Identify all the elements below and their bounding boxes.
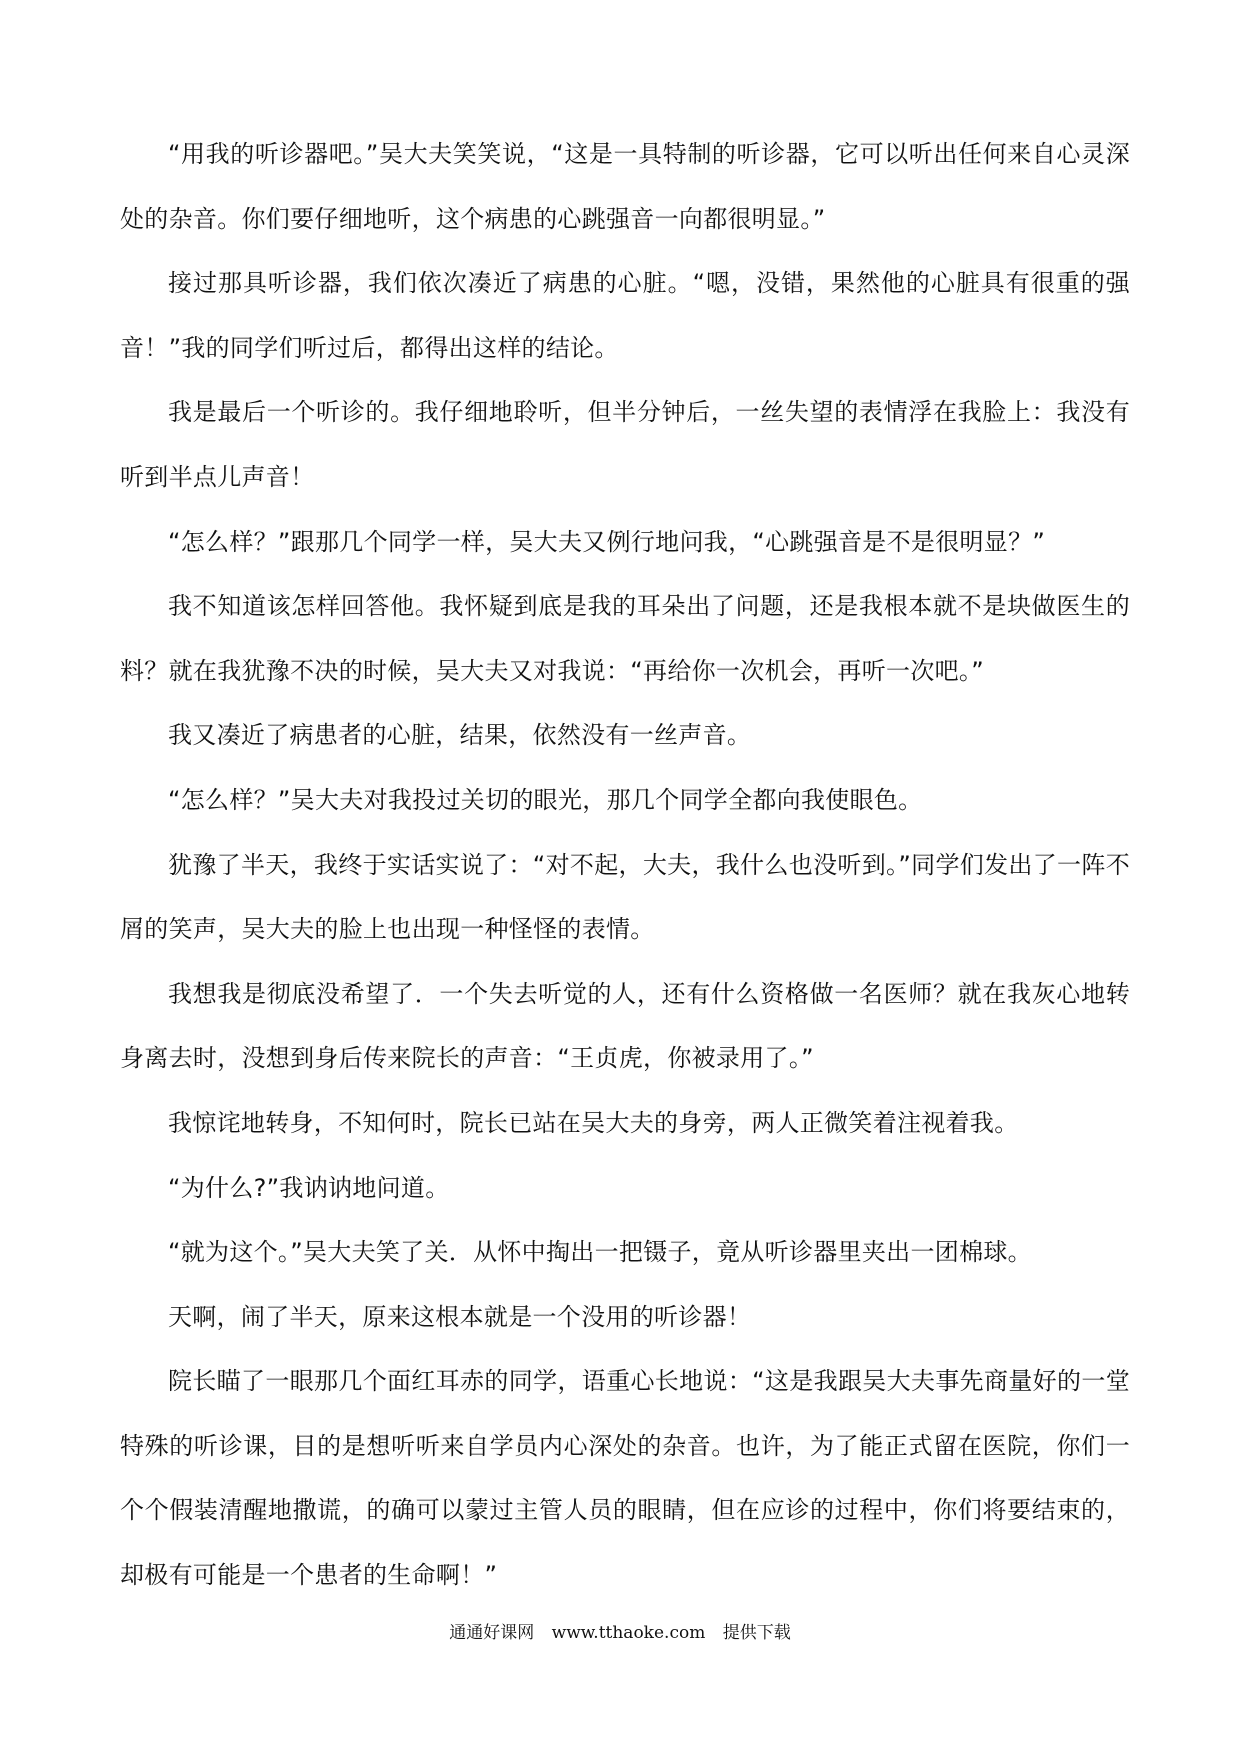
story-body (120, 122, 1130, 1608)
paragraph: 接过那具听诊器，我们依次凑近了病患的心脏。“嗯，没错，果然他的心脏具有很重的强音！”我的同学们听过后，都得出这样的结论。 (120, 269, 1130, 362)
paragraph: “用我的听诊器吧。”吴大夫笑笑说，“这是一具特制的听诊器，它可以听出任何来自心灵深处的杂音。你们要仔细地听，这个病患的心跳强音一向都很明显。” (120, 140, 1130, 233)
paragraph: “就为这个。”吴大夫笑了关．从怀中掏出一把镊子，竟从听诊器里夹出一团棉球。 (168, 1238, 1032, 1267)
footer-site-url[interactable]: www.tthaoke.com (551, 1623, 706, 1643)
paragraph: 我不知道该怎样回答他。我怀疑到底是我的耳朵出了问题，还是我根本就不是块做医生的料？就在我犹豫不决的时候，吴大夫又对我说：“再给你一次机会，再听一次吧。” (120, 592, 1130, 685)
footer-download-note: 提供下载 (722, 1623, 791, 1643)
paragraph: “为什么?”我讷讷地问道。 (168, 1173, 450, 1202)
paragraph: “怎么样？”跟那几个同学一样，吴大夫又例行地问我，“心跳强音是不是很明显？” (168, 527, 1046, 556)
paragraph: 我又凑近了病患者的心脏，结果，依然没有一丝声音。 (168, 721, 752, 750)
paragraph: 犹豫了半天，我终于实话实说了：“对不起，大夫，我什么也没听到。”同学们发出了一阵不屑的笑声，吴大夫的脸上也出现一种怪怪的表情。 (120, 850, 1130, 944)
paragraph: 我想我是彻底没希望了．一个失去听觉的人，还有什么资格做一名医师？就在我灰心地转身离去时，没想到身后传来院长的声音：“王贞虎，你被录用了。” (120, 979, 1130, 1073)
footer-site-name: 通通好课网 (449, 1623, 535, 1643)
page-footer (0, 1618, 1240, 1643)
paragraph: “怎么样？”吴大夫对我投过关切的眼光，那几个同学全都向我使眼色。 (168, 785, 923, 814)
paragraph: 天啊，闹了半天，原来这根本就是一个没用的听诊器！ (168, 1302, 752, 1331)
paragraph: 院长瞄了一眼那几个面红耳赤的同学，语重心长地说：“这是我跟吴大夫事先商量好的一堂特殊的听诊课，目的是想听听来自学员内心深处的杂音。也许，为了能正式留在医院，你们一个个假装清醒地撒谎，的确可以蒙过主管人员的眼睛，但在应诊的过程中，你们将要结束的，却极有可能是一个患者的生命啊！” (120, 1367, 1130, 1590)
paragraph: 我惊诧地转身，不知何时，院长已站在吴大夫的身旁，两人正微笑着注视着我。 (168, 1108, 1019, 1137)
paragraph: 我是最后一个听诊的。我仔细地聆听，但半分钟后，一丝失望的表情浮在我脸上：我没有听到半点儿声音！ (120, 398, 1130, 491)
